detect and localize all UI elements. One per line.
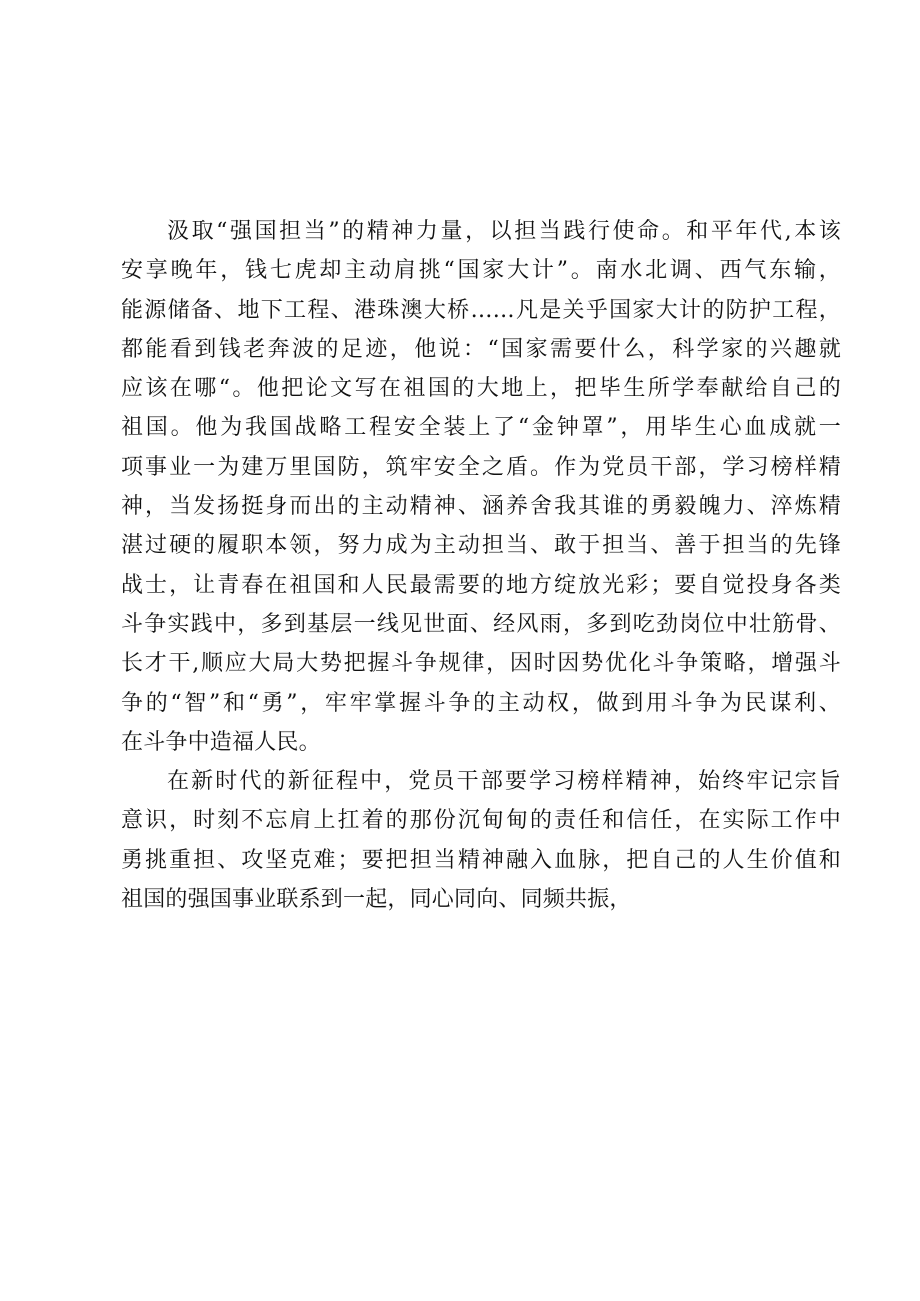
text-line: 都能看到钱老奔波的足迹，他说：“国家需要什么，科学家的兴趣就 — [121, 336, 841, 362]
text-line: 汲取“强国担当”的精神力量，以担当践行使命。和平年代,本该 — [167, 219, 841, 244]
document-body — [121, 212, 841, 919]
text-line: 争的“智”和“勇”，牢牢掌握斗争的主动权，做到用斗争为民谋利、 — [121, 690, 841, 716]
paragraph-1 — [121, 212, 841, 762]
text-line: 在斗争中造福人民。 — [121, 729, 321, 755]
text-line: 能源储备、地下工程、港珠澳大桥……凡是关乎国家大计的防护工程， — [121, 297, 841, 323]
text-line: 项事业一为建万里国防，筑牢安全之盾。作为党员干部，学习榜样精 — [121, 454, 841, 480]
text-line: 勇挑重担、攻坚克难；要把担当精神融入血脉，把自己的人生价值和 — [121, 847, 841, 873]
text-line: 安享晚年，钱七虎却主动肩挑“国家大计”。南水北调、西气东输， — [121, 258, 841, 284]
text-line: 神，当发扬挺身而出的主动精神、涵养舍我其谁的勇毅魄力、淬炼精 — [121, 494, 841, 520]
text-line: 在新时代的新征程中，党员干部要学习榜样精神，始终牢记宗旨 — [167, 769, 841, 795]
text-line: 应该在哪“。他把论文写在祖国的大地上，把毕生所学奉献给自己的 — [121, 376, 841, 402]
text-line: 湛过硬的履职本领，努力成为主动担当、敢于担当、善于担当的先锋 — [121, 533, 841, 559]
text-line: 祖国的强国事业联系到一起，同心同向、同频共振， — [121, 887, 632, 913]
text-line: 长才干,顺应大局大势把握斗争规律，因时因势优化斗争策略，增强斗 — [121, 651, 841, 677]
paragraph-2 — [121, 762, 841, 919]
text-line: 斗争实践中，多到基层一线见世面、经风雨，多到吃劲岗位中壮筋骨、 — [121, 611, 841, 637]
text-line: 战士，让青春在祖国和人民最需要的地方绽放光彩；要自觉投身各类 — [121, 572, 841, 598]
text-line: 意识，时刻不忘肩上扛着的那份沉甸甸的责任和信任，在实际工作中 — [121, 808, 841, 834]
text-line: 祖国。他为我国战略工程安全装上了“金钟罩”，用毕生心血成就一 — [121, 415, 841, 441]
